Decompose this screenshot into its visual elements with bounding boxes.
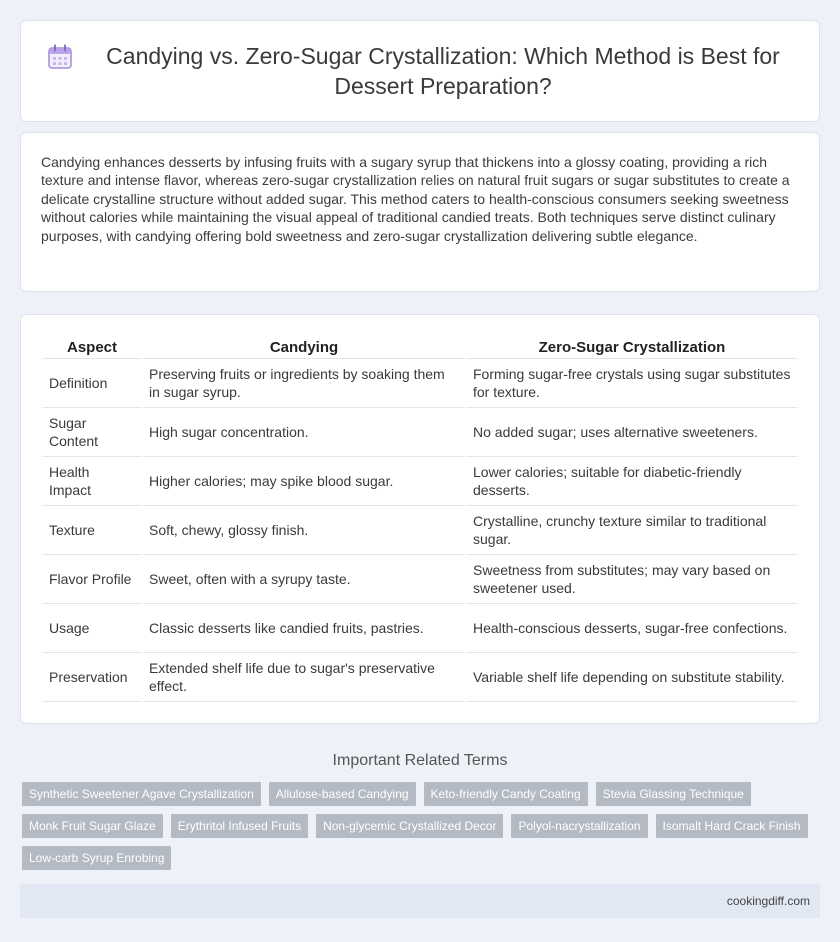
comparison-table	[41, 335, 799, 702]
table-row	[43, 408, 797, 457]
related-term-tag[interactable]: Erythritol Infused Fruits	[171, 814, 308, 838]
table-row	[43, 506, 797, 555]
row-zero-sugar: Variable shelf life depending on substitute stability.	[467, 653, 797, 702]
title-wrap	[47, 41, 793, 101]
header-aspect: Aspect	[43, 335, 141, 359]
row-aspect: Texture	[43, 506, 141, 555]
row-zero-sugar: Forming sugar-free crystals using sugar substitutes for texture.	[467, 359, 797, 408]
related-terms-section	[0, 752, 840, 870]
row-zero-sugar: Crystalline, crunchy texture similar to traditional sugar.	[467, 506, 797, 555]
table-row	[43, 359, 797, 408]
page-title: Candying vs. Zero-Sugar Crystallization: Which Method is Best for Dessert Preparation?	[106, 43, 780, 99]
row-candying: Soft, chewy, glossy finish.	[143, 506, 465, 555]
footer-site-link[interactable]: cookingdiff.com	[726, 894, 810, 908]
row-aspect: Definition	[43, 359, 141, 408]
row-candying: Classic desserts like candied fruits, pastries.	[143, 604, 465, 653]
row-aspect: Health Impact	[43, 457, 141, 506]
related-term-tag[interactable]: Stevia Glassing Technique	[596, 782, 751, 806]
table-row	[43, 653, 797, 702]
row-aspect: Usage	[43, 604, 141, 653]
related-term-tag[interactable]: Allulose-based Candying	[269, 782, 416, 806]
row-candying: Preserving fruits or ingredients by soaking them in sugar syrup.	[143, 359, 465, 408]
intro-paragraph: Candying enhances desserts by infusing fruits with a sugary syrup that thickens into a glossy coating, providing a rich texture and intense flavor, whereas zero-sugar crystallization relies on natural fruit sugars or sugar substitutes to create a delicate crystalline structure without added sugar. This method caters to health-conscious consumers seeking sweetness without calories while maintaining the visual appeal of traditional candied treats. Both techniques serve distinct culinary purposes, with candying offering bold sweetness and zero-sugar crystallization delivering subtle elegance.	[41, 154, 790, 244]
related-term-tag[interactable]: Monk Fruit Sugar Glaze	[22, 814, 163, 838]
header-candying: Candying	[143, 335, 465, 359]
header-zero-sugar: Zero-Sugar Crystallization	[467, 335, 797, 359]
table-row	[43, 604, 797, 653]
related-term-tag[interactable]: Isomalt Hard Crack Finish	[656, 814, 808, 838]
related-terms-title: Important Related Terms	[332, 752, 508, 769]
related-term-tag[interactable]: Polyol-nacrystallization	[511, 814, 647, 838]
table-row	[43, 555, 797, 604]
row-candying: Extended shelf life due to sugar's preservative effect.	[143, 653, 465, 702]
related-term-tag[interactable]: Synthetic Sweetener Agave Crystallization	[22, 782, 261, 806]
footer	[20, 884, 820, 918]
row-zero-sugar: No added sugar; uses alternative sweeteners.	[467, 408, 797, 457]
intro-card	[20, 132, 820, 292]
row-zero-sugar: Health-conscious desserts, sugar-free confections.	[467, 604, 797, 653]
row-candying: High sugar concentration.	[143, 408, 465, 457]
related-term-tag[interactable]: Low-carb Syrup Enrobing	[22, 846, 171, 870]
table-header-row	[43, 335, 797, 359]
calendar-icon	[47, 44, 73, 70]
table-row	[43, 457, 797, 506]
comparison-table-card	[20, 314, 820, 724]
header-card	[20, 20, 820, 122]
row-aspect: Preservation	[43, 653, 141, 702]
row-aspect: Flavor Profile	[43, 555, 141, 604]
row-candying: Higher calories; may spike blood sugar.	[143, 457, 465, 506]
related-terms-tags	[0, 782, 840, 870]
related-term-tag[interactable]: Non-glycemic Crystallized Decor	[316, 814, 503, 838]
row-candying: Sweet, often with a syrupy taste.	[143, 555, 465, 604]
related-term-tag[interactable]: Keto-friendly Candy Coating	[424, 782, 588, 806]
row-zero-sugar: Sweetness from substitutes; may vary based on sweetener used.	[467, 555, 797, 604]
row-zero-sugar: Lower calories; suitable for diabetic-friendly desserts.	[467, 457, 797, 506]
row-aspect: Sugar Content	[43, 408, 141, 457]
